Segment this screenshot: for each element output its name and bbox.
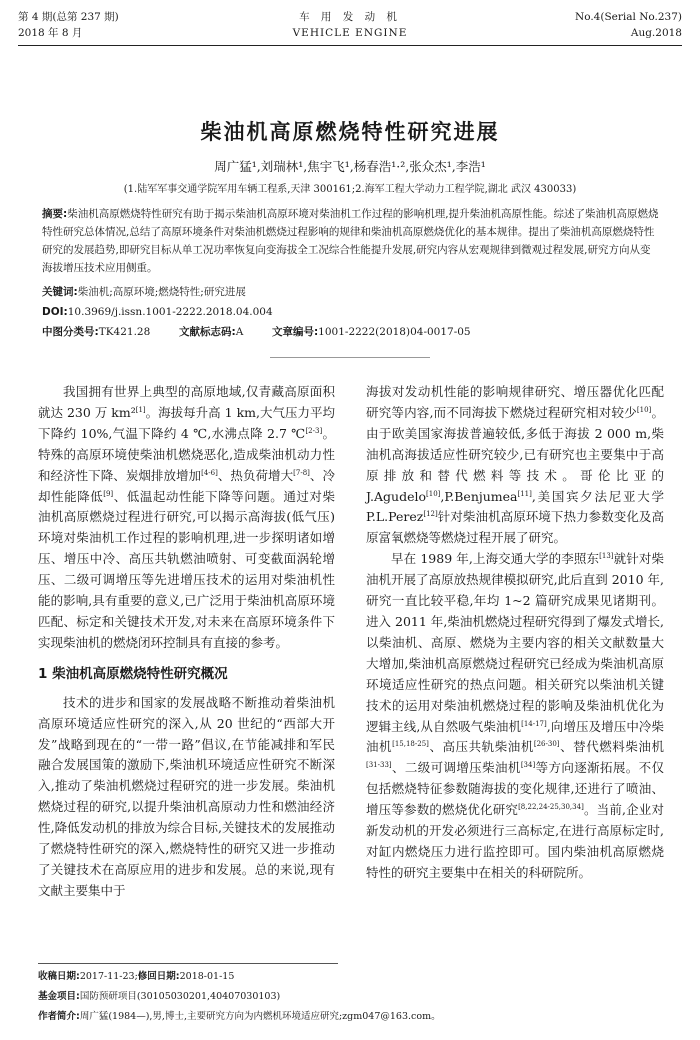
fund-label: 基金项目: [38,991,80,1002]
author-list: 周广猛¹,刘瑞林¹,焦宇飞¹,杨春浩¹·²,张众杰¹,李浩¹ [214,159,486,174]
article-no-value: 1001-2222(2018)04-0017-05 [318,326,471,338]
header-rule [18,45,682,46]
paragraph-intro: 我国拥有世界上典型的高原地域,仅青藏高原面积就达 230 万 km²[1]。海拔每升高 1 km,大气压力平均下降约 10%,气温下降约 4 ℃,水沸点降 2.7 ℃[2-3]。特殊的高原环境使柴油机燃烧恶化,造成柴油机动力性和经济性下降、炭烟排放增加[4-6]、热负荷增大[7-8]、冷却性能降低[9]、低温起动性能下降等问题。通过对柴油机高原燃烧过程进行研究,可以揭示高海拔(低气压)环境对柴油机工作过程的影响机理,进一步探明诸如增压、增压中冷、高压共轨燃油喷射、可变截面涡轮增压、二级可调增压等先进增压技术的运用对柴油机性能的影响,具有重要的意义,已广泛用于柴油机高原环境匹配、标定和关键技术开发,对未来在高原环境条件下实现柴油机的燃烧闭环控制具有直接的参考。 [38,384,335,650]
right-column [366,382,664,884]
clc-value: TK421.28 [98,326,151,338]
footnote-author [38,1008,658,1026]
paragraph-history: 早在 1989 年,上海交通大学的李照东[13]就针对柴油机开展了高原放热规律模拟研究,此后直到 2010 年,研究一直比较平稳,年均 1~2 篇研究成果见诸期刊。进入 2011 年,柴油机燃烧过程研究得到了爆发式增长,以柴油机、高原、燃烧为主要内容的相关文献数量大大增加,柴油机高原燃烧过程研究已经成为柴油机高原环境适应性研究的热点问题。相关研究以柴油机关键技术的运用对柴油机燃烧过程的影响及柴油机优化为逻辑主线,从自然吸气柴油机[14-17],向增压及增压中冷柴油机[15,18-25]、高压共轨柴油机[26-30]、替代燃料柴油机[31-33]、二级可调增压柴油机[34]等方向逐渐拓展。不仅包括燃烧特征参数随海拔的变化规律,还进行了喷油、增压等参数的燃烧优化研究[8,22,24-25,30,34]。当前,企业对新发动机的开发必须进行三高标定,在进行高原标定时,对缸内燃烧压力进行监控即可。国内柴油机高原燃烧特性的研究主要集中在相关的科研院所。 [366,551,664,880]
left-column [38,382,335,902]
doc-code-value: A [235,326,244,338]
footnote-dates [38,968,658,986]
abstract-label: 摘要: [42,208,68,220]
abstract-text: 柴油机高原燃烧特性研究有助于揭示柴油机高原环境对柴油机工作过程的影响机理,提升柴油机高原性能。综述了柴油机高原燃烧特性研究总体情况,总结了高原环境条件对柴油机燃烧过程影响的规律和柴油机高原燃烧优化的基本规律。提出了柴油机高原燃烧特性研究的发展趋势,即研究目标从单工况功率恢复向变海拔全工况综合性能提升发展,研究内容从宏观规律到微观过程发展,研究方向从变海拔增压技术应用侧重。 [42,208,659,274]
journal-name-en: VEHICLE ENGINE [292,27,408,39]
classification-line [42,323,660,341]
paper-title: 柴油机高原燃烧特性研究进展 [200,120,500,144]
journal-month: Aug.2018 [630,27,682,39]
doi-label: DOI: [42,306,68,318]
doi [42,303,660,321]
keywords [42,283,660,301]
paragraph-continued: 海拔对发动机性能的影响规律研究、增压器优化匹配研究等内容,而不同海拔下燃烧过程研究相对较少[10]。由于欧美国家海拔普遍较低,多低于海拔 2 000 m,柴油机高海拔适应性研究较少,已有研究也主要集中于高原排放和替代燃料等技术。哥伦比亚的 J.Agudelo[10],P.Benjumea[11],美国宾夕法尼亚大学 P.L.Perez[12]针对柴油机高原环境下热力参数变化及高原富氧燃烧等燃烧过程开展了研究。 [366,384,664,546]
journal-issue: 第 4 期(总第 237 期) [18,11,119,23]
article-no-label: 文章编号: [271,326,319,338]
revised-label: 修回日期: [137,971,180,982]
affiliation: (1.陆军军事交通学院军用车辆工程系,天津 300161;2.海军工程大学动力工程学院,湖北 武汉 430033) [123,184,577,195]
footnote-rule [38,963,338,964]
keywords-label: 关键词: [42,286,78,298]
fund-value: 国防预研项目(30105030201,40407030103) [79,991,281,1002]
abstract [42,205,660,277]
received-label: 收稿日期: [38,971,80,982]
clc-label: 中图分类号: [42,326,99,338]
paragraph-overview: 技术的进步和国家的发展战略不断推动着柴油机高原环境适应性研究的深入,从 20 世纪的“西部大开发”战略到现在的“一带一路”倡议,在节能减排和军民融合发展国策的激励下,柴油机环境适应性研究不断深入,推动了柴油机燃烧过程研究的进一步发展。柴油机燃烧过程的研究,以提升柴油机高原动力性和燃油经济性,降低发动机的排放为综合目标,关键技术的发展推动了燃烧特性研究的深入,燃烧特性的研究又进一步推动了关键技术在高原应用的进步和发展。总的来说,现有文献主要集中于 [38,694,335,898]
revised-value: 2018-01-15 [179,971,235,982]
keywords-text: 柴油机;高原环境;燃烧特性;研究进展 [77,286,246,298]
author-bio-value: 周广猛(1984—),男,博士,主要研究方向为内燃机环境适应研究;zgm047@163.com。 [79,1011,441,1022]
journal-name-cn: 车 用 发 动 机 [299,11,401,23]
footnote-fund [38,988,658,1006]
received-value: 2017-11-23; [79,971,138,982]
doi-text[interactable]: 10.3969/j.issn.1001-2222.2018.04.004 [67,306,273,318]
abstract-divider [270,357,430,358]
author-bio-label: 作者简介: [38,1011,80,1022]
journal-serial: No.4(Serial No.237) [575,11,682,23]
doc-code-label: 文献标志码: [178,326,236,338]
journal-date: 2018 年 8 月 [18,27,83,39]
section-heading-1: 1 柴油机高原燃烧特性研究概况 [38,665,228,682]
